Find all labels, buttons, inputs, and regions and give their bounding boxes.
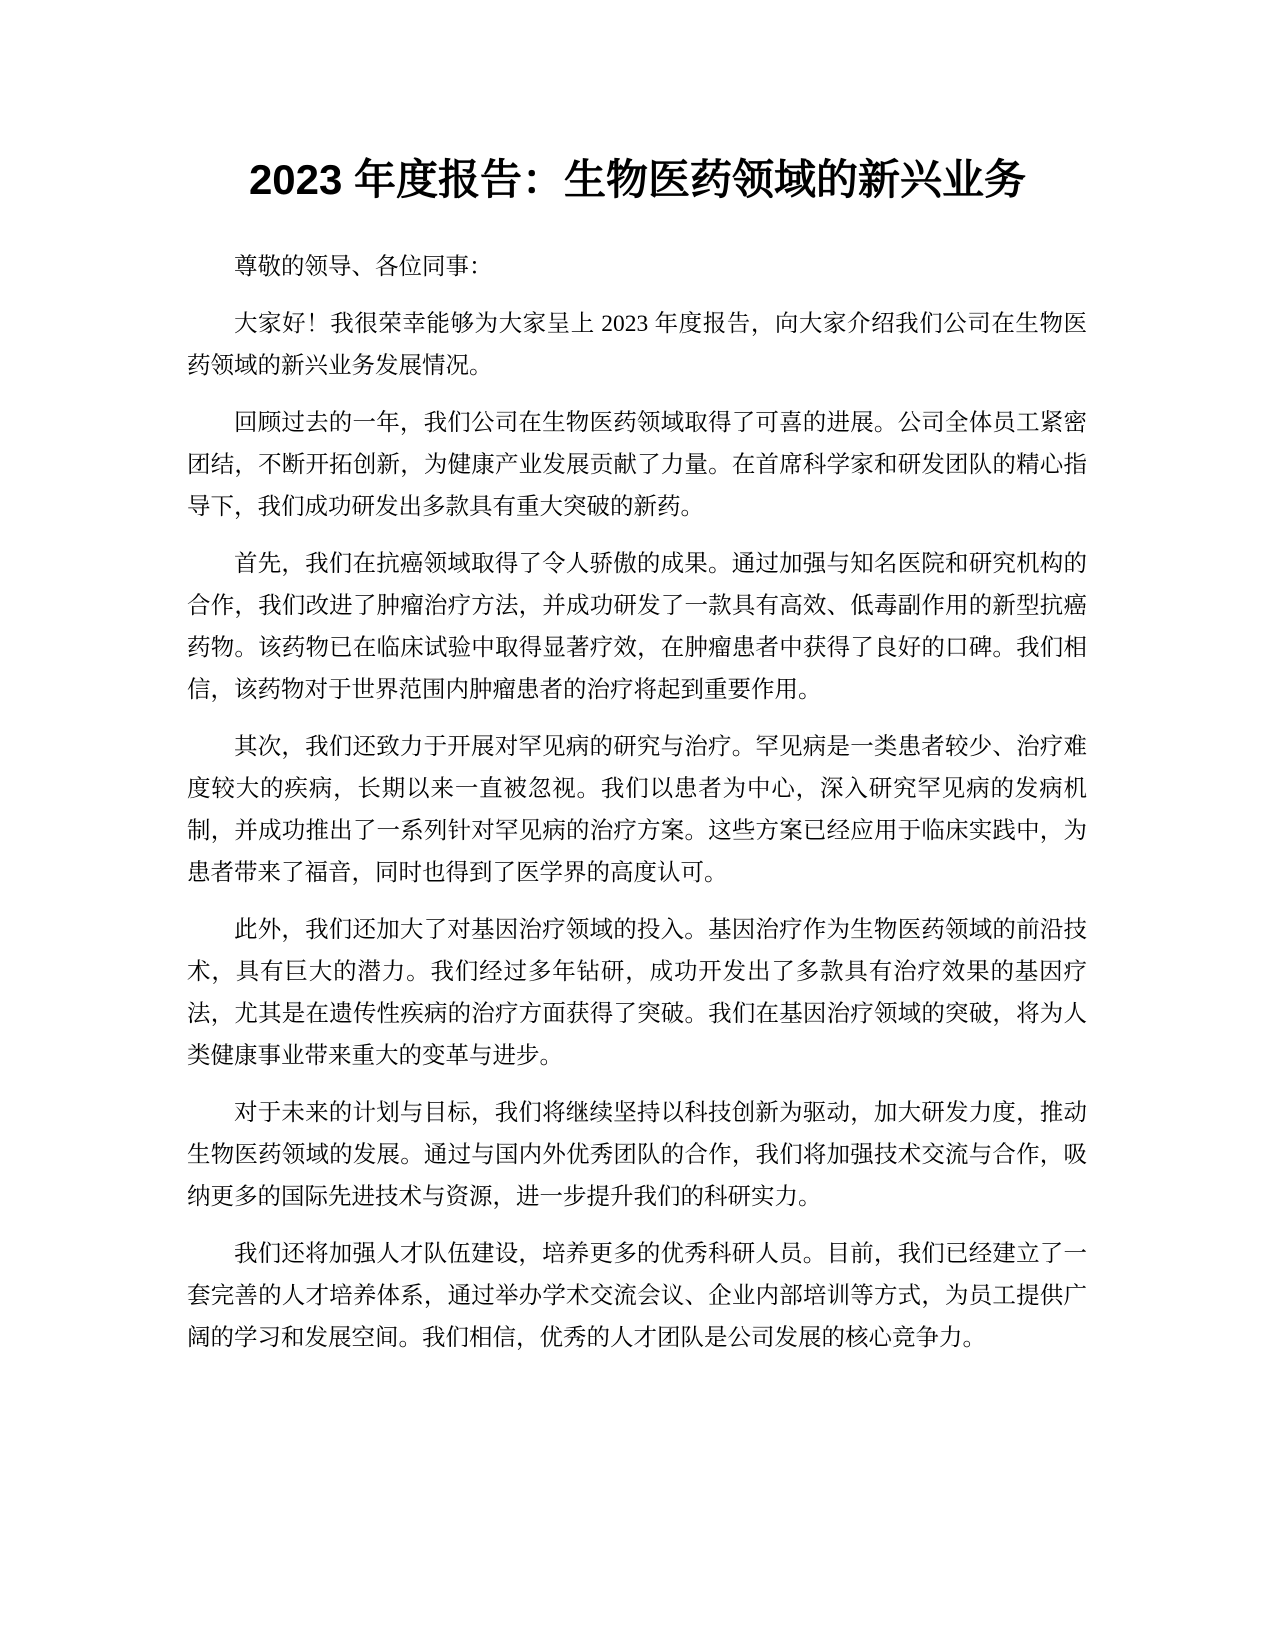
oncology-paragraph: 首先，我们在抗癌领域取得了令人骄傲的成果。通过加强与知名医院和研究机构的合作，我们改进了肿瘤治疗方法，并成功研发了一款具有高效、低毒副作用的新型抗癌药物。该药物已在临床试验中取得显著疗效，在肿瘤患者中获得了良好的口碑。我们相信，该药物对于世界范围内肿瘤患者的治疗将起到重要作用。	[187, 551, 1087, 703]
future-plan-paragraph: 对于未来的计划与目标，我们将继续坚持以科技创新为驱动，加大研发力度，推动生物医药领域的发展。通过与国内外优秀团队的合作，我们将加强技术交流与合作，吸纳更多的国际先进技术与资源，进一步提升我们的科研实力。	[187, 1100, 1087, 1210]
greeting-paragraph: 尊敬的领导、各位同事：	[234, 254, 493, 280]
document-body	[187, 246, 1087, 1374]
intro-paragraph: 大家好！我很荣幸能够为大家呈上 2023 年度报告，向大家介绍我们公司在生物医药领域的新兴业务发展情况。	[187, 311, 1087, 379]
rare-disease-paragraph: 其次，我们还致力于开展对罕见病的研究与治疗。罕见病是一类患者较少、治疗难度较大的疾病，长期以来一直被忽视。我们以患者为中心，深入研究罕见病的发病机制，并成功推出了一系列针对罕见病的治疗方案。这些方案已经应用于临床实践中，为患者带来了福音，同时也得到了医学界的高度认可。	[187, 734, 1087, 886]
gene-therapy-paragraph: 此外，我们还加大了对基因治疗领域的投入。基因治疗作为生物医药领域的前沿技术，具有巨大的潜力。我们经过多年钻研，成功开发出了多款具有治疗效果的基因疗法，尤其是在遗传性疾病的治疗方面获得了突破。我们在基因治疗领域的突破，将为人类健康事业带来重大的变革与进步。	[187, 917, 1087, 1069]
review-paragraph: 回顾过去的一年，我们公司在生物医药领域取得了可喜的进展。公司全体员工紧密团结，不断开拓创新，为健康产业发展贡献了力量。在首席科学家和研发团队的精心指导下，我们成功研发出多款具有重大突破的新药。	[187, 410, 1087, 520]
document-title: 2023 年度报告：生物医药领域的新兴业务	[248, 156, 1027, 203]
talent-paragraph: 我们还将加强人才队伍建设，培养更多的优秀科研人员。目前，我们已经建立了一套完善的人才培养体系，通过举办学术交流会议、企业内部培训等方式，为员工提供广阔的学习和发展空间。我们相信，优秀的人才团队是公司发展的核心竞争力。	[187, 1241, 1087, 1351]
